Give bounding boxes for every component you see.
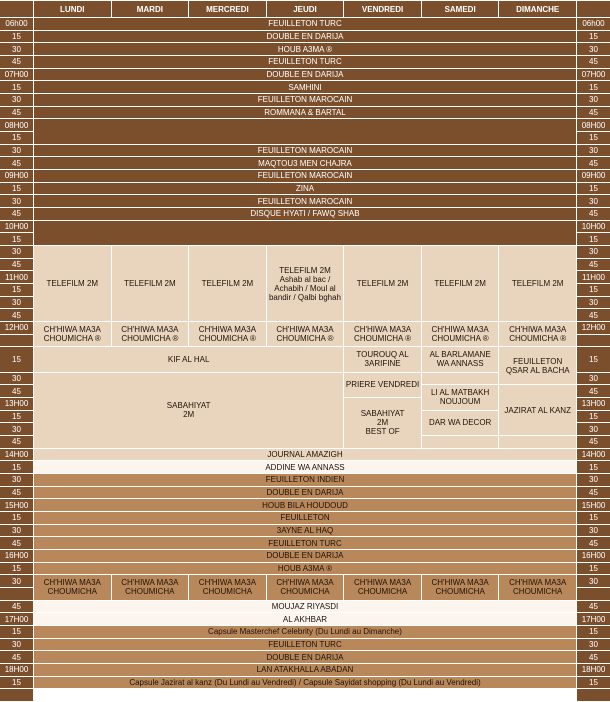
program-cell: LAN ATAKHALLA ABADAN <box>34 664 576 676</box>
time-label-left: 15 <box>0 31 33 43</box>
time-label-right: 30 <box>577 94 610 106</box>
program-cell: TELEFILM 2M <box>344 246 421 321</box>
time-label-right: 15 <box>577 512 610 524</box>
program-cell: DOUBLE EN DARIJA <box>34 651 576 663</box>
header-corner-left <box>0 1 33 17</box>
time-label-right: 15 <box>577 411 610 423</box>
time-label-left: 45 <box>0 651 33 663</box>
time-label-right: 45 <box>577 651 610 663</box>
time-label-right: 15 <box>577 677 610 689</box>
time-label-left: 08H00 <box>0 119 33 131</box>
time-label-left: 30 <box>0 525 33 537</box>
time-label-right: 30 <box>577 474 610 486</box>
program-cell: DOUBLE EN DARIJA <box>34 487 576 499</box>
header-corner-right <box>577 1 610 17</box>
program-cell: SABAHIYAT 2M BEST OF <box>344 398 421 448</box>
program-cell: CH'HIWA MA3A CHOUMICHA <box>344 575 421 599</box>
time-label-left: 15 <box>0 563 33 575</box>
program-cell: FEUILLETON <box>34 512 576 524</box>
day-header-samedi: SAMEDI <box>422 1 499 17</box>
time-label-right: 15 <box>577 347 610 371</box>
day-header-jeudi: JEUDI <box>267 1 344 17</box>
time-label-right: 06h00 <box>577 18 610 30</box>
time-label-right: 30 <box>577 246 610 258</box>
time-label-right: 15 <box>577 626 610 638</box>
time-label-right: 15 <box>577 81 610 93</box>
time-label-left: 45 <box>0 487 33 499</box>
time-label-left: 15 <box>0 411 33 423</box>
time-label-left: 06h00 <box>0 18 33 30</box>
program-cell: ROMMANA & BARTAL <box>34 107 576 119</box>
program-cell: AL AKHBAR <box>34 613 576 625</box>
program-cell: LI AL MATBAKH NOUJOUM <box>422 385 499 409</box>
day-header-lundi: LUNDI <box>34 1 111 17</box>
program-cell: MOUJAZ RIYASDI <box>34 601 576 613</box>
day-header-mercredi: MERCREDI <box>189 1 266 17</box>
program-cell: JOURNAL AMAZIGH <box>34 449 576 461</box>
time-label-left <box>0 689 33 701</box>
program-cell: HOUB BILA HOUDOUD <box>34 499 576 511</box>
program-cell: TELEFILM 2M Ashab al bac / Achabih / Moul al bandir / Qalbi bghah <box>267 246 344 321</box>
time-label-left: 15 <box>0 284 33 296</box>
program-cell: Capsule Masterchef Celebrity (Du Lundi au Dimanche) <box>34 626 576 638</box>
program-cell: FEUILLETON MAROCAIN <box>34 145 576 157</box>
time-label-right: 30 <box>577 639 610 651</box>
time-label-right: 15 <box>577 563 610 575</box>
program-cell: ZINA <box>34 183 576 195</box>
program-cell: DOUBLE EN DARIJA <box>34 69 576 81</box>
time-label-right: 45 <box>577 601 610 613</box>
time-label-left: 14H00 <box>0 449 33 461</box>
time-label-right: 16H00 <box>577 550 610 562</box>
program-cell: DISQUE HYATI / FAWQ SHAB <box>34 208 576 220</box>
time-label-right: 15 <box>577 461 610 473</box>
program-cell: CH'HIWA MA3A CHOUMICHA <box>267 575 344 599</box>
time-label-right: 45 <box>577 309 610 321</box>
program-cell: TELEFILM 2M <box>422 246 499 321</box>
time-label-left: 09H00 <box>0 170 33 182</box>
program-cell: FEUILLETON TURC <box>34 639 576 651</box>
time-label-left: 45 <box>0 107 33 119</box>
program-cell: 3AYNE AL HAQ <box>34 525 576 537</box>
time-label-right: 30 <box>577 423 610 435</box>
time-label-left: 16H00 <box>0 550 33 562</box>
time-label-right: 15H00 <box>577 499 610 511</box>
program-cell: CH'HIWA MA3A CHOUMICHA ® <box>189 322 266 346</box>
time-label-left: 45 <box>0 309 33 321</box>
program-cell: ADDINE WA ANNASS <box>34 461 576 473</box>
program-cell <box>499 436 576 448</box>
program-cell: FEUILLETON MAROCAIN <box>34 195 576 207</box>
time-label-right: 30 <box>577 297 610 309</box>
time-label-left: 15 <box>0 233 33 245</box>
time-label-right: 15 <box>577 132 610 144</box>
time-label-right: 45 <box>577 107 610 119</box>
time-label-left: 30 <box>0 43 33 55</box>
time-label-left: 15 <box>0 81 33 93</box>
program-cell: CH'HIWA MA3A CHOUMICHA <box>422 575 499 599</box>
time-label-right: 08H00 <box>577 119 610 131</box>
program-cell: CH'HIWA MA3A CHOUMICHA <box>34 575 111 599</box>
time-label-left: 15 <box>0 512 33 524</box>
time-label-left: 30 <box>0 423 33 435</box>
program-cell: HOUB A3MA ® <box>34 563 576 575</box>
time-label-right: 17H00 <box>577 613 610 625</box>
program-cell: CH'HIWA MA3A CHOUMICHA ® <box>112 322 189 346</box>
time-label-left: 15 <box>0 626 33 638</box>
program-cell: SABAHIYAT 2M <box>34 373 343 448</box>
time-label-left: 13H00 <box>0 398 33 410</box>
time-label-left: 30 <box>0 297 33 309</box>
time-label-left: 45 <box>0 157 33 169</box>
program-cell: DOUBLE EN DARIJA <box>34 550 576 562</box>
time-label-left: 15 <box>0 461 33 473</box>
time-label-right: 30 <box>577 43 610 55</box>
day-header-dimanche: DIMANCHE <box>499 1 576 17</box>
program-cell: PRIERE VENDREDI <box>344 373 421 397</box>
program-cell: FEUILLETON MAROCAIN <box>34 94 576 106</box>
time-label-right: 30 <box>577 195 610 207</box>
time-label-right: 45 <box>577 385 610 397</box>
time-label-right: 11H00 <box>577 271 610 283</box>
time-label-left: 45 <box>0 56 33 68</box>
time-label-right: 18H00 <box>577 664 610 676</box>
program-cell: DOUBLE EN DARIJA <box>34 31 576 43</box>
time-label-left: 15 <box>0 183 33 195</box>
program-cell: FEUILLETON TURC <box>34 537 576 549</box>
time-label-left: 15H00 <box>0 499 33 511</box>
program-cell: JAZIRAT AL KANZ <box>499 385 576 435</box>
program-cell: FEUILLETON TURC <box>34 18 576 30</box>
time-label-left: 30 <box>0 195 33 207</box>
time-label-right: 15 <box>577 31 610 43</box>
program-cell: TELEFILM 2M <box>189 246 266 321</box>
time-label-right: 15 <box>577 233 610 245</box>
time-label-left: 15 <box>0 677 33 689</box>
time-label-right: 14H00 <box>577 449 610 461</box>
program-cell <box>422 436 499 448</box>
time-label-left: 15 <box>0 347 33 371</box>
time-label-right: 30 <box>577 575 610 587</box>
program-cell <box>34 119 576 143</box>
time-label-left: 30 <box>0 575 33 587</box>
time-label-left: 30 <box>0 246 33 258</box>
time-label-right: 45 <box>577 208 610 220</box>
program-cell: FEUILLETON INDIEN <box>34 474 576 486</box>
time-label-right: 15 <box>577 284 610 296</box>
program-cell: DAR WA DECOR <box>422 411 499 435</box>
program-cell: TELEFILM 2M <box>499 246 576 321</box>
program-cell <box>34 221 576 245</box>
time-label-left: 45 <box>0 385 33 397</box>
program-cell: CH'HIWA MA3A CHOUMICHA ® <box>34 322 111 346</box>
program-cell: KIF AL HAL <box>34 347 343 371</box>
time-label-left: 45 <box>0 208 33 220</box>
time-label-left: 15 <box>0 132 33 144</box>
program-cell: CH'HIWA MA3A CHOUMICHA ® <box>344 322 421 346</box>
time-label-right: 30 <box>577 525 610 537</box>
program-cell: Capsule Jazirat al kanz (Du Lundi au Vendredi) / Capsule Sayidat shopping (Du Lundi au Vendredi) <box>34 677 576 689</box>
time-label-left: 30 <box>0 474 33 486</box>
time-label-right: 45 <box>577 537 610 549</box>
time-label-left: 30 <box>0 145 33 157</box>
time-label-right: 09H00 <box>577 170 610 182</box>
time-label-right: 15 <box>577 183 610 195</box>
time-label-left: 10H00 <box>0 221 33 233</box>
time-label-right: 10H00 <box>577 221 610 233</box>
time-label-left: 45 <box>0 259 33 271</box>
time-label-right: 07H00 <box>577 69 610 81</box>
time-label-right: 13H00 <box>577 398 610 410</box>
time-label-right <box>577 689 610 701</box>
time-label-right: 45 <box>577 56 610 68</box>
time-label-left: 45 <box>0 601 33 613</box>
time-label-left <box>0 588 33 600</box>
time-label-left: 30 <box>0 94 33 106</box>
program-cell: CH'HIWA MA3A CHOUMICHA <box>112 575 189 599</box>
time-label-right: 45 <box>577 487 610 499</box>
program-cell: CH'HIWA MA3A CHOUMICHA <box>499 575 576 599</box>
program-cell: FEUILLETON MAROCAIN <box>34 170 576 182</box>
day-header-mardi: MARDI <box>112 1 189 17</box>
time-label-right <box>577 588 610 600</box>
time-label-left: 18H00 <box>0 664 33 676</box>
time-label-left <box>0 335 33 347</box>
program-cell: TELEFILM 2M <box>34 246 111 321</box>
program-cell: MAQTOU3 MEN CHAJRA <box>34 157 576 169</box>
time-label-left: 17H00 <box>0 613 33 625</box>
time-label-right: 45 <box>577 157 610 169</box>
program-cell: CH'HIWA MA3A CHOUMICHA ® <box>499 322 576 346</box>
program-cell: TOUROUQ AL 3ARIFINE <box>344 347 421 371</box>
program-cell <box>422 373 499 385</box>
program-cell: FEUILLETON TURC <box>34 56 576 68</box>
time-label-right: 12H00 <box>577 322 610 334</box>
time-label-left: 11H00 <box>0 271 33 283</box>
time-label-left: 30 <box>0 639 33 651</box>
day-header-vendredi: VENDREDI <box>344 1 421 17</box>
time-label-right: 45 <box>577 259 610 271</box>
program-cell: CH'HIWA MA3A CHOUMICHA ® <box>267 322 344 346</box>
time-label-right: 30 <box>577 373 610 385</box>
time-label-left: 12H00 <box>0 322 33 334</box>
program-cell: CH'HIWA MA3A CHOUMICHA ® <box>422 322 499 346</box>
time-label-right: 45 <box>577 436 610 448</box>
time-label-left: 07H00 <box>0 69 33 81</box>
program-cell: AL BARLAMANE WA ANNASS <box>422 347 499 371</box>
time-label-right <box>577 335 610 347</box>
program-cell: CH'HIWA MA3A CHOUMICHA <box>189 575 266 599</box>
program-cell: TELEFILM 2M <box>112 246 189 321</box>
time-label-left: 45 <box>0 436 33 448</box>
time-label-right: 30 <box>577 145 610 157</box>
program-cell: SAMHINI <box>34 81 576 93</box>
time-label-left: 30 <box>0 373 33 385</box>
program-cell: HOUB A3MA ® <box>34 43 576 55</box>
time-label-left: 45 <box>0 537 33 549</box>
program-cell: FEUILLETON QSAR AL BACHA <box>499 347 576 384</box>
